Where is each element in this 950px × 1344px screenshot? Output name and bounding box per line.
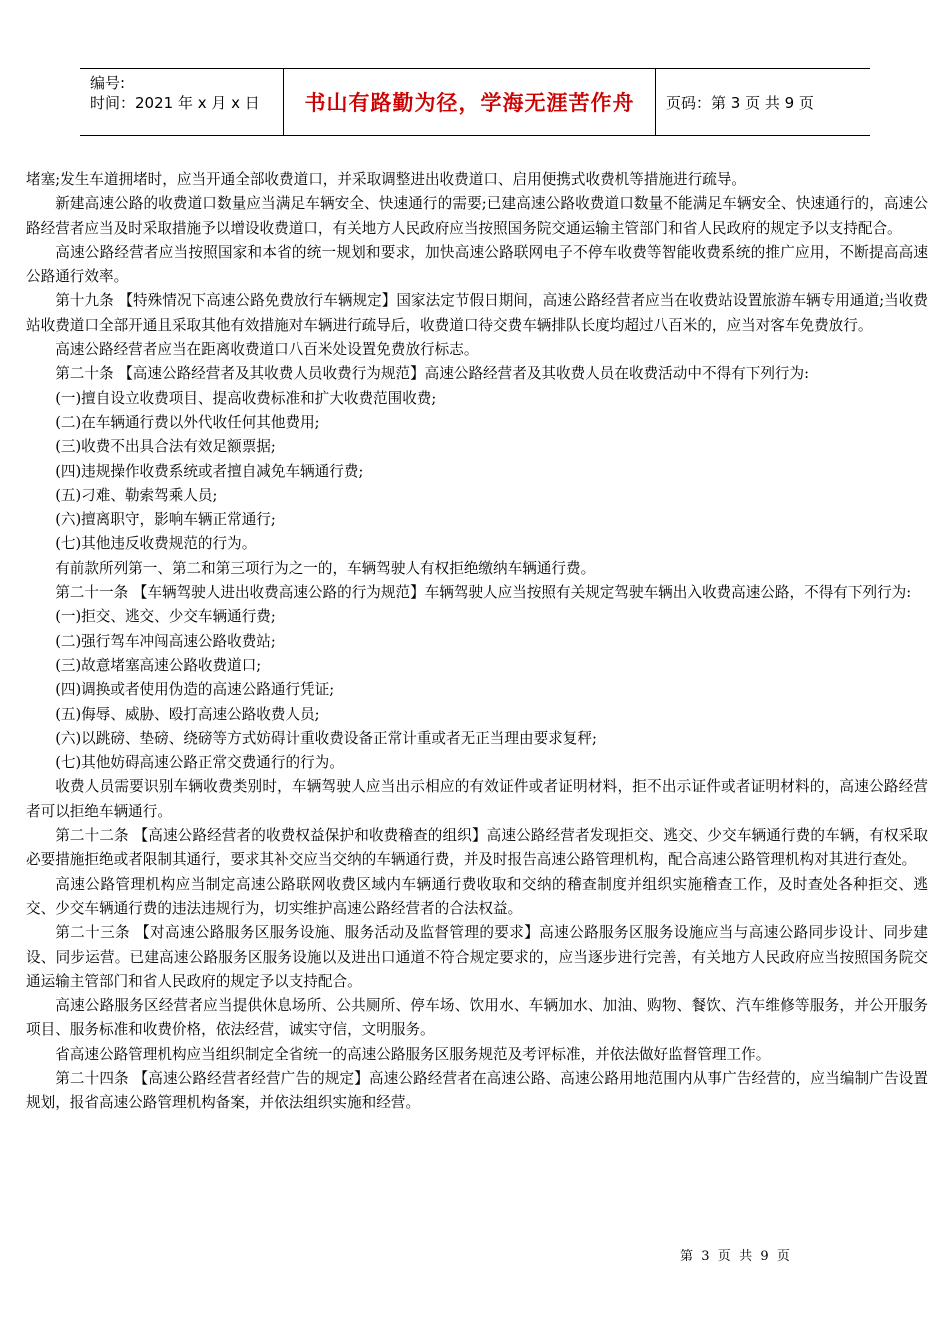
paragraph: 高速公路服务区经营者应当提供休息场所、公共厕所、停车场、饮用水、车辆加水、加油、购物、餐饮、汽车维修等服务，并公开服务项目、服务标准和收费价格，依法经营，诚实守信，文明服务。 — [26, 997, 928, 1039]
page-header — [80, 68, 870, 136]
article-20: 第二十条 【高速公路经营者及其收费人员收费行为规范】高速公路经营者及其收费人员在收费活动中不得有下列行为: — [55, 365, 810, 383]
list-item: (五)刁难、勒索驾乘人员; — [55, 486, 218, 504]
article-23: 第二十三条 【对高速公路服务区服务设施、服务活动及监督管理的要求】高速公路服务区服务设施应当与高速公路同步设计、同步建设、同步运营。已建高速公路服务区服务设施以及进出口通道不符合规定要求的，应当逐步进行完善，有关地方人民政府应当按照国务院交通运输主管部门和省人民政府的规定予以支持配合。 — [26, 924, 928, 990]
article-22: 第二十二条 【高速公路经营者的收费权益保护和收费稽查的组织】高速公路经营者发现拒交、逃交、少交车辆通行费的车辆，有权采取必要措施拒绝或者限制其通行，要求其补交应当交纳的车辆通行费，并及时报告高速公路管理机构，配合高速公路管理机构对其进行查处。 — [26, 827, 928, 869]
list-item: (四)违规操作收费系统或者擅自减免车辆通行费; — [55, 462, 364, 480]
document-number-label: 编号: — [90, 74, 126, 92]
article-19: 第十九条 【特殊情况下高速公路免费放行车辆规定】国家法定节假日期间，高速公路经营者应当在收费站设置旅游车辆专用通道;当收费站收费道口全部开通且采取其他有效措施对车辆进行疏导后，收费道口待交费车辆排队长度均超过八百米的，应当对客车免费放行。 — [26, 292, 928, 334]
paragraph: 新建高速公路的收费道口数量应当满足车辆安全、快速通行的需要;已建高速公路收费道口数量不能满足车辆安全、快速通行的，高速公路经营者应当及时采取措施予以增设收费道口，有关地方人民政府应当按照国务院交通运输主管部门和省人民政府的规定予以支持配合。 — [26, 195, 928, 237]
list-item: (二)在车辆通行费以外代收任何其他费用; — [55, 413, 320, 431]
list-item: (七)其他妨碍高速公路正常交费通行的行为。 — [55, 754, 344, 772]
paragraph: 高速公路管理机构应当制定高速公路联网收费区域内车辆通行费收取和交纳的稽查制度并组织实施稽查工作，及时查处各种拒交、逃交、少交车辆通行费的违法违规行为，切实维护高速公路经营者的合法权益。 — [26, 875, 928, 917]
paragraph: 高速公路经营者应当按照国家和本省的统一规划和要求，加快高速公路联网电子不停车收费等智能收费系统的推广应用，不断提高高速公路通行效率。 — [26, 243, 928, 286]
list-item: (五)侮辱、威胁、殴打高速公路收费人员; — [55, 705, 320, 723]
paragraph: 收费人员需要识别车辆收费类别时，车辆驾驶人应当出示相应的有效证件或者证明材料，拒不出示证件或者证明材料的，高速公路经营者可以拒绝车辆通行。 — [26, 778, 928, 820]
paragraph: 省高速公路管理机构应当组织制定全省统一的高速公路服务区服务规范及考评标准，并依法做好监督管理工作。 — [55, 1045, 771, 1063]
list-item: (六)以跳磅、垫磅、绕磅等方式妨碍计重收费设备正常计重或者无正当理由要求复秤; — [55, 729, 597, 747]
document-time: 时间：2021 年 x 月 x 日 — [90, 94, 260, 112]
list-item: (一)擅自设立收费项目、提高收费标准和扩大收费范围收费; — [55, 389, 437, 407]
paragraph: 高速公路经营者应当在距离收费道口八百米处设置免费放行标志。 — [55, 341, 479, 359]
list-item: (三)故意堵塞高速公路收费道口; — [55, 656, 262, 674]
article-24: 第二十四条 【高速公路经营者经营广告的规定】高速公路经营者在高速公路、高速公路用地范围内从事广告经营的，应当编制广告设置规划，报省高速公路管理机构备案，并依法组织实施和经营。 — [26, 1069, 928, 1112]
list-item: (三)收费不出具合法有效足额票据; — [55, 438, 276, 456]
article-21: 第二十一条 【车辆驾驶人进出收费高速公路的行为规范】车辆驾驶人应当按照有关规定驾驶车辆出入收费高速公路，不得有下列行为: — [55, 584, 912, 602]
list-item: (四)调换或者使用伪造的高速公路通行凭证; — [55, 681, 335, 699]
list-item: (六)擅离职守，影响车辆正常通行; — [55, 511, 276, 529]
paragraph: 堵塞;发生车道拥堵时，应当开通全部收费道口，并采取调整进出收费道口、启用便携式收费机等措施进行疏导。 — [26, 171, 747, 188]
document-body — [26, 168, 928, 1116]
header-motto: 书山有路勤为径，学海无涯苦作舟 — [284, 69, 656, 135]
page-footer: 第 3 页 共 9 页 — [680, 1249, 790, 1264]
list-item: (一)拒交、逃交、少交车辆通行费; — [55, 608, 276, 626]
header-meta — [80, 69, 284, 135]
list-item: (二)强行驾车冲闯高速公路收费站; — [55, 632, 276, 650]
paragraph: 有前款所列第一、第二和第三项行为之一的，车辆驾驶人有权拒绝缴纳车辆通行费。 — [55, 559, 596, 577]
header-page-info: 页码：第 3 页 共 9 页 — [666, 93, 814, 112]
list-item: (七)其他违反收费规范的行为。 — [55, 535, 257, 553]
